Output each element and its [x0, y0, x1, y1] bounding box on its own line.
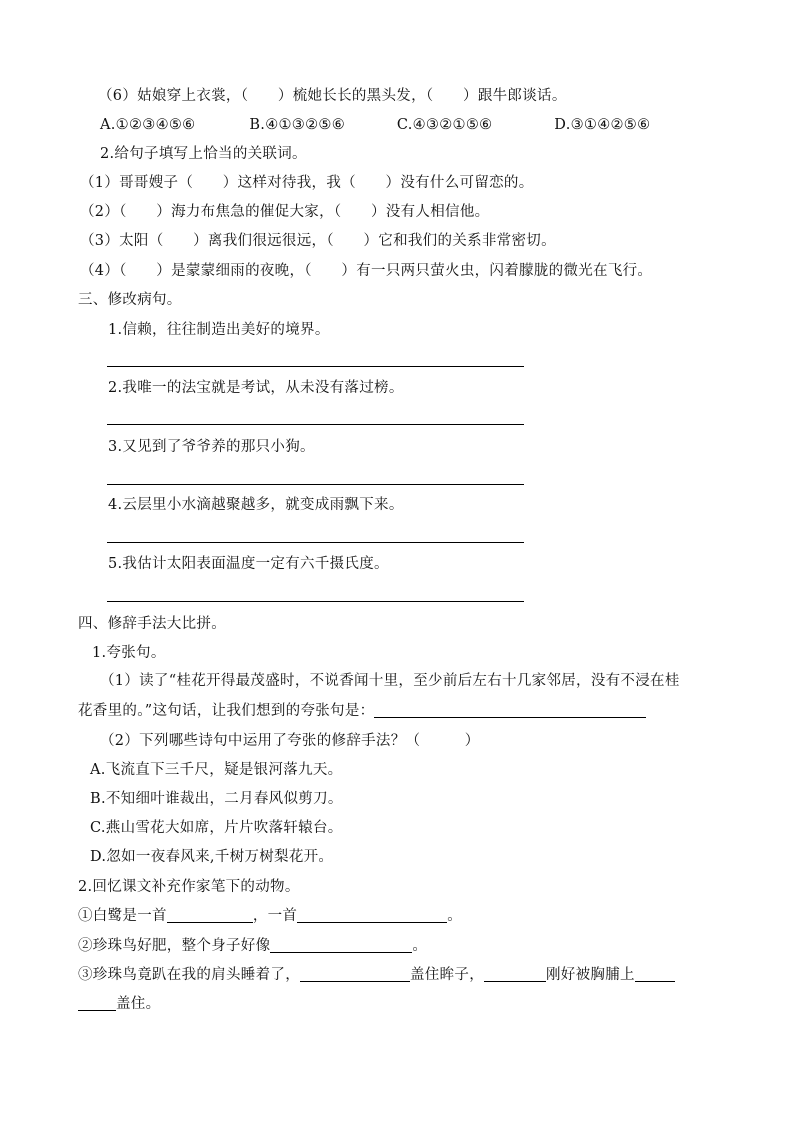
- correction-item-1: 1.信赖，往往制造出美好的境界。: [108, 322, 330, 338]
- animals-sentence-3: ③珍珠鸟竟趴在我的肩头睡着了， 盖住眸子， 刚好被胸脯上: [78, 965, 675, 985]
- q6-option-c: C.④③②①⑤⑥: [396, 117, 493, 133]
- egret-blank-2[interactable]: [297, 907, 447, 923]
- answer-line-5[interactable]: [107, 601, 524, 602]
- answer-line-2[interactable]: [107, 424, 524, 425]
- conjunction-item-4: （4）（ ）是蒙蒙细雨的夜晚，（ ）有一只两只萤火虫，闪着朦胧的微光在飞行。: [80, 263, 653, 279]
- hyperbole-answer-blank[interactable]: [374, 702, 646, 718]
- animals-sentence-1: ①白鹭是一首 ，一首 。: [78, 908, 463, 924]
- animals-sentence-2: ②珍珠鸟好肥，整个身子好像 。: [78, 938, 428, 954]
- answer-line-4[interactable]: [107, 542, 524, 543]
- hyperbole-q1-line1: （1）读了“桂花开得最茂盛时，不说香闻十里，至少前后左右十几家邻居，没有不浸在桂: [100, 673, 680, 689]
- conjunction-item-2: （2）（ ）海力布焦急的催促大家，（ ）没有人相信他。: [80, 204, 490, 220]
- correction-item-2: 2.我唯一的法宝就是考试，从未没有落过榜。: [108, 380, 404, 396]
- answer-line-3[interactable]: [107, 484, 524, 485]
- q6-options: [100, 115, 650, 135]
- pearl-bird-blank-1[interactable]: [270, 937, 412, 953]
- correction-item-5: 5.我估计太阳表面温度一定有六千摄氏度。: [108, 556, 389, 572]
- hyperbole-q1-line2: 花香里的。”这句话，让我们想到的夸张句是：: [78, 701, 646, 721]
- correction-item-3: 3.又见到了爷爷养的那只小狗。: [108, 439, 315, 455]
- poem-option-c: C.燕山雪花大如席，片片吹落轩辕台。: [90, 820, 343, 836]
- section-4-heading: 四、修辞手法大比拼。: [78, 616, 226, 632]
- poem-option-b: B.不知细叶谁裁出，二月春风似剪刀。: [90, 791, 343, 807]
- q6-option-a: A.①②③④⑤⑥: [100, 117, 196, 133]
- conjunction-item-3: （3）太阳（ ）离我们很远很远，（ ）它和我们的关系非常密切。: [80, 233, 556, 249]
- animals-sentence-3-cont: 盖住。: [78, 994, 160, 1014]
- answer-line-1[interactable]: [107, 366, 524, 367]
- conjunction-item-1: （1）哥哥嫂子（ ）这样对待我，我（ ）没有什么可留恋的。: [80, 175, 534, 191]
- pearl-bird-blank-3[interactable]: [484, 966, 546, 982]
- correction-item-4: 4.云层里小水滴越聚越多，就变成雨飘下来。: [108, 497, 404, 513]
- hyperbole-q2: （2）下列哪些诗句中运用了夸张的修辞手法？（ ）: [100, 733, 480, 749]
- section-3-heading: 三、修改病句。: [78, 292, 182, 308]
- poem-option-a: A.飞流直下三千尺，疑是银河落九天。: [90, 762, 343, 778]
- hyperbole-title: 1.夸张句。: [92, 645, 166, 661]
- poem-option-d: D.忽如一夜春风来,千树万树梨花开。: [90, 849, 334, 865]
- pearl-bird-blank-2[interactable]: [300, 966, 410, 982]
- pearl-bird-blank-4[interactable]: [635, 966, 675, 982]
- egret-blank-1[interactable]: [167, 907, 253, 923]
- q6-option-d: D.③①④②⑤⑥: [554, 117, 651, 133]
- q6-option-b: B.④①③②⑤⑥: [249, 117, 345, 133]
- conjunction-question-title: 2.给句子填写上恰当的关联词。: [100, 146, 307, 162]
- pearl-bird-blank-4-cont[interactable]: [78, 995, 116, 1011]
- animals-title: 2.回忆课文补充作家笔下的动物。: [78, 879, 300, 895]
- q6-sentence: （6）姑娘穿上衣裳，（ ）梳她长长的黑头发，（ ）跟牛郎谈话。: [98, 88, 567, 104]
